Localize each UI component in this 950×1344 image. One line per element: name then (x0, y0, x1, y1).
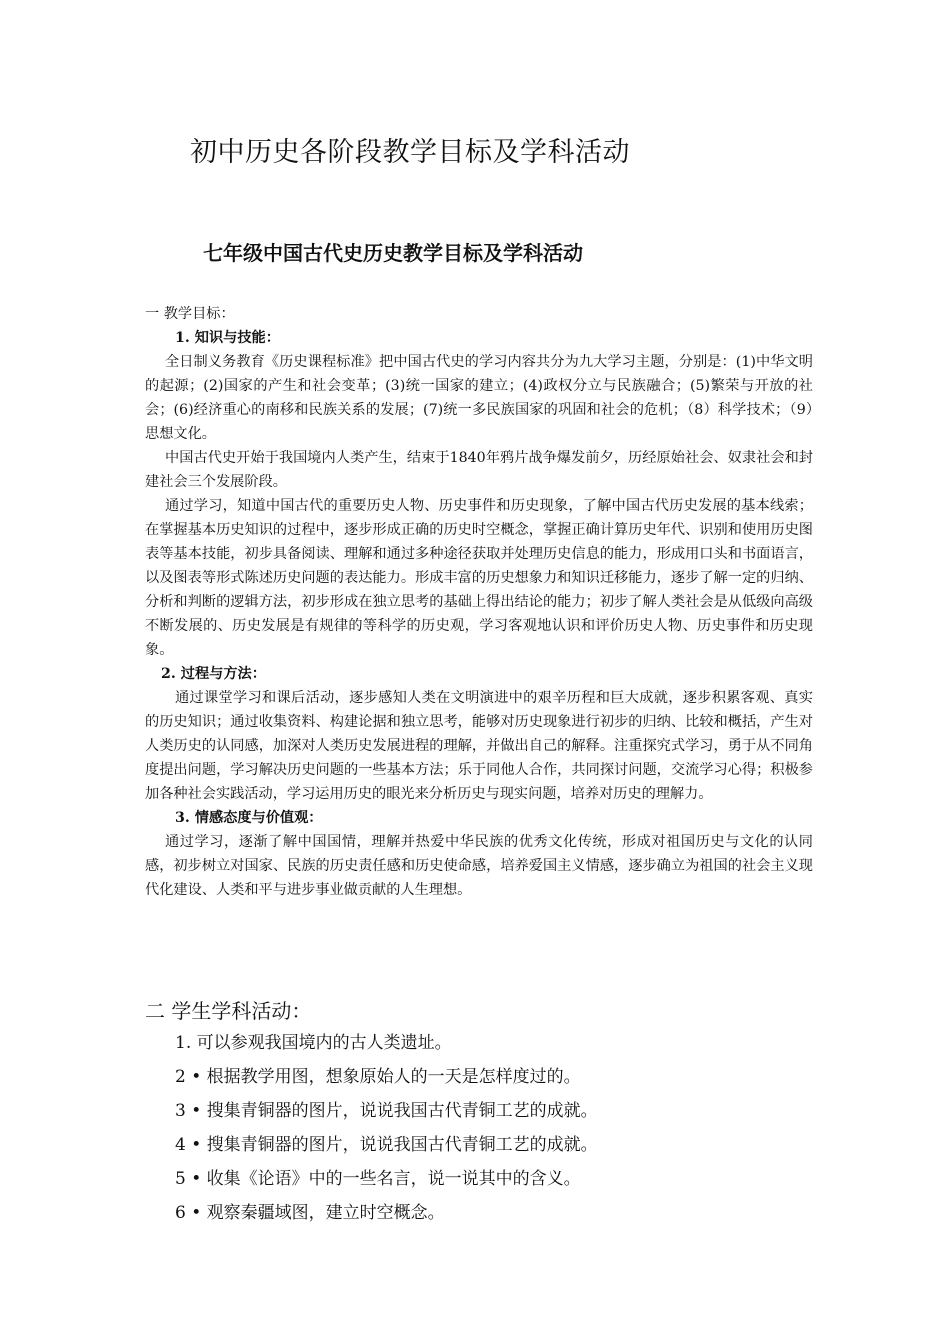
activity-item: 3 • 搜集青铜器的图片，说说我国古代青铜工艺的成就。 (175, 1101, 598, 1121)
paragraph-process-methods: 通过课堂学习和课后活动，逐步感知人类在文明演进中的艰辛历程和巨大成就，逐步积累客观、真实的历史知识；通过收集资料、构建论据和独立思考，能够对历史现象进行初步的归纳、比较和概括，产生对人类历史的认同感，加深对人类历史发展进程的理解，并做出自己的解释。注重探究式学习，勇于从不同角度提出问题，学习解决历史问题的一些基本方法；乐于同他人合作，共同探讨问题，交流学习心得；积极参加各种社会实践活动，学习运用历史的眼光来分析历史与现实问题，培养对历史的理解力。 (145, 690, 813, 802)
paragraph-curriculum-topics: 全日制义务教育《历史课程标准》把中国古代史的学习内容共分为九大学习主题，分别是：(1)中华文明的起源；(2)国家的产生和社会变革；(3)统一国家的建立；(4)政权分立与民族融合；(5)繁荣与开放的社会；(6)经济重心的南移和民族关系的发展；(7)统一多民族国家的巩固和社会的危机；（8）科学技术；（9）思想文化。 (145, 354, 813, 442)
sub-heading-process-methods: 2. 过程与方法： (161, 666, 266, 682)
activity-item: 4 • 搜集青铜器的图片，说说我国古代青铜工艺的成就。 (175, 1135, 598, 1155)
section-student-activities (145, 995, 845, 1230)
activity-item: 2 • 根据教学用图，想象原始人的一天是怎样度过的。 (175, 1067, 581, 1087)
activity-item: 5 • 收集《论语》中的一些名言，说一说其中的含义。 (175, 1169, 581, 1189)
document-subtitle: 七年级中国古代史历史教学目标及学科活动 (203, 241, 583, 265)
sub-heading-knowledge-skills: 1. 知识与技能： (175, 330, 280, 346)
paragraph-ancient-history-span: 中国古代史开始于我国境内人类产生，结束于1840年鸦片战争爆发前夕，历经原始社会、奴隶社会和封建社会三个发展阶段。 (145, 450, 813, 490)
activity-item: 6 • 观察秦疆域图，建立时空概念。 (175, 1203, 445, 1223)
paragraph-learning-outcomes: 通过学习，知道中国古代的重要历史人物、历史事件和历史现象，了解中国古代历史发展的基本线索；在掌握基本历史知识的过程中，逐步形成正确的历史时空概念，掌握正确计算历史年代、识别和使用历史图表等基本技能，初步具备阅读、理解和通过多种途径获取并处理历史信息的能力，形成用口头和书面语言，以及图表等形式陈述历史问题的表达能力。形成丰富的历史想象力和知识迁移能力，逐步了解一定的归纳、分析和判断的逻辑方法，初步形成在独立思考的基础上得出结论的能力；初步了解人类社会是从低级向高级不断发展的、历史发展是有规律的等科学的历史观，学习客观地认识和评价历史人物、历史事件和历史现象。 (145, 498, 813, 658)
section-teaching-goals (145, 302, 813, 902)
activity-item: 1. 可以参观我国境内的古人类遗址。 (175, 1033, 452, 1053)
paragraph-values: 通过学习，逐渐了解中国国情，理解并热爱中华民族的优秀文化传统，形成对祖国历史与文化的认同感，初步树立对国家、民族的历史责任感和历史使命感，培养爱国主义情感，逐步确立为祖国的社会主义现代化建设、人类和平与进步事业做贡献的人生理想。 (145, 834, 813, 898)
section1-heading: 一 教学目标： (145, 306, 235, 322)
sub-heading-values: 3. 情感态度与价值观： (175, 810, 323, 826)
section2-heading: 二 学生学科活动： (145, 999, 312, 1023)
document-title: 初中历史各阶段教学目标及学科活动 (190, 137, 630, 168)
